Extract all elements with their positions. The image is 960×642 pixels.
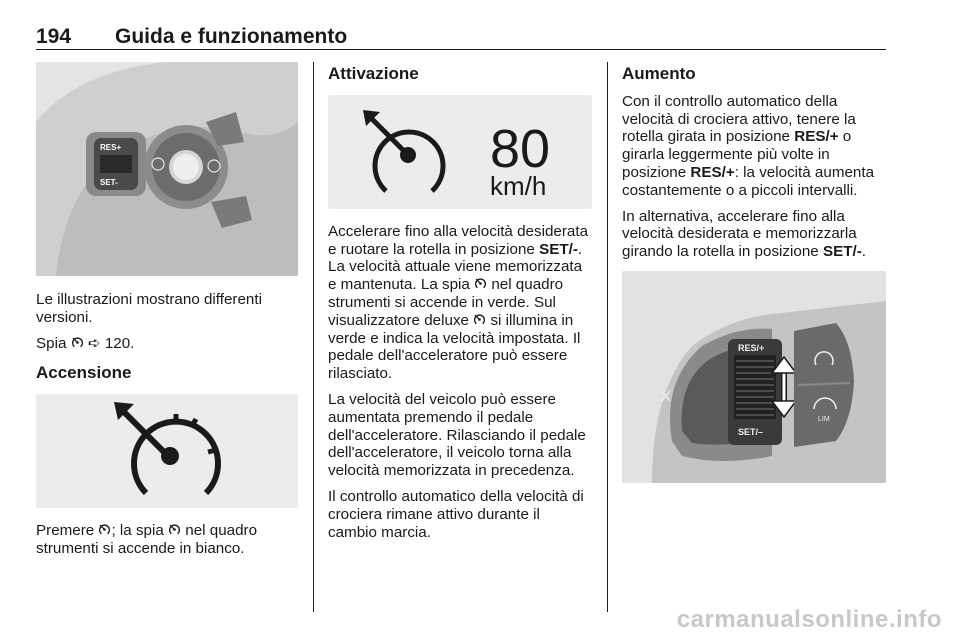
attivazione-paragraph: Accelerare fino alla velocità desiderata e ruotare la rotella in posizione SET/-. La velocità attuale viene memorizzata e mantenuta. La spia nel quadro strumenti si accende in verde. Sul visualizzatore deluxe si illumina in verde e indica la velocità impostata. Il pedale dell'acceleratore può essere rilasciato. xyxy=(328,222,589,383)
accelerator-paragraph: La velocità del veicolo può essere aumentata premendo il pedale dell'acceleratore. Rilasciando il pedale dell'acceleratore, il veicolo torna alla velocità memorizzata in precedenza. xyxy=(328,390,586,480)
alternativa-paragraph: In alternativa, accelerare fino alla velocità desiderata e memorizzarla girando la rotella in posizione SET/-. xyxy=(622,207,867,261)
column-divider-1 xyxy=(313,62,314,612)
cruise-control-icon xyxy=(474,277,487,290)
heading-aumento: Aumento xyxy=(622,64,696,83)
cruise-control-icon xyxy=(473,313,486,326)
column-1 xyxy=(36,62,298,566)
arrow-ref-icon: ➪ xyxy=(87,334,101,352)
rocker-switch-figure xyxy=(622,271,886,483)
page-number: 194 xyxy=(36,25,72,48)
spia-reference: Spia ➪ 120. xyxy=(36,334,135,352)
zoom-set-label: SET/– xyxy=(738,426,764,437)
speed-unit: km/h xyxy=(490,170,547,201)
steering-wheel-figure xyxy=(36,62,298,276)
column-2 xyxy=(328,62,592,549)
gear-change-paragraph: Il controllo automatico della velocità di crociera rimane attivo durante il cambio marcia. xyxy=(328,487,584,541)
aumento-paragraph: Con il controllo automatico della velocità di crociera attivo, tenere la rotella girata in posizione RES/+ o girarla leggermente più volte in posizione RES/+: la velocità aumenta costantemente o a piccoli intervalli. xyxy=(622,92,875,199)
page-title: Guida e funzionamento xyxy=(115,25,348,48)
column-divider-2 xyxy=(607,62,608,612)
zoom-res-label: RES/+ xyxy=(738,342,765,353)
header-rule xyxy=(36,49,886,50)
wheel-res-label: RES+ xyxy=(100,143,122,152)
cruise-control-icon xyxy=(98,523,111,536)
heading-attivazione: Attivazione xyxy=(328,64,419,83)
zoom-lim-label: LIM xyxy=(818,415,830,423)
page-header xyxy=(36,12,886,52)
heading-accensione: Accensione xyxy=(36,363,132,383)
figure-caption: Le illustrazioni mostrano differenti versioni. xyxy=(36,291,262,326)
cruise-control-icon xyxy=(71,336,84,349)
cruise-control-icon xyxy=(168,523,181,536)
premere-paragraph: Premere ; la spia nel quadro strumenti si accende in bianco. xyxy=(36,522,258,557)
speed-display-figure xyxy=(328,95,592,209)
cruise-symbol-figure xyxy=(36,394,298,508)
column-3 xyxy=(622,62,886,483)
set-speed-value: 80 xyxy=(490,118,551,179)
watermark: carmanualsonline.info xyxy=(676,606,942,633)
wheel-set-label: SET- xyxy=(100,178,118,187)
